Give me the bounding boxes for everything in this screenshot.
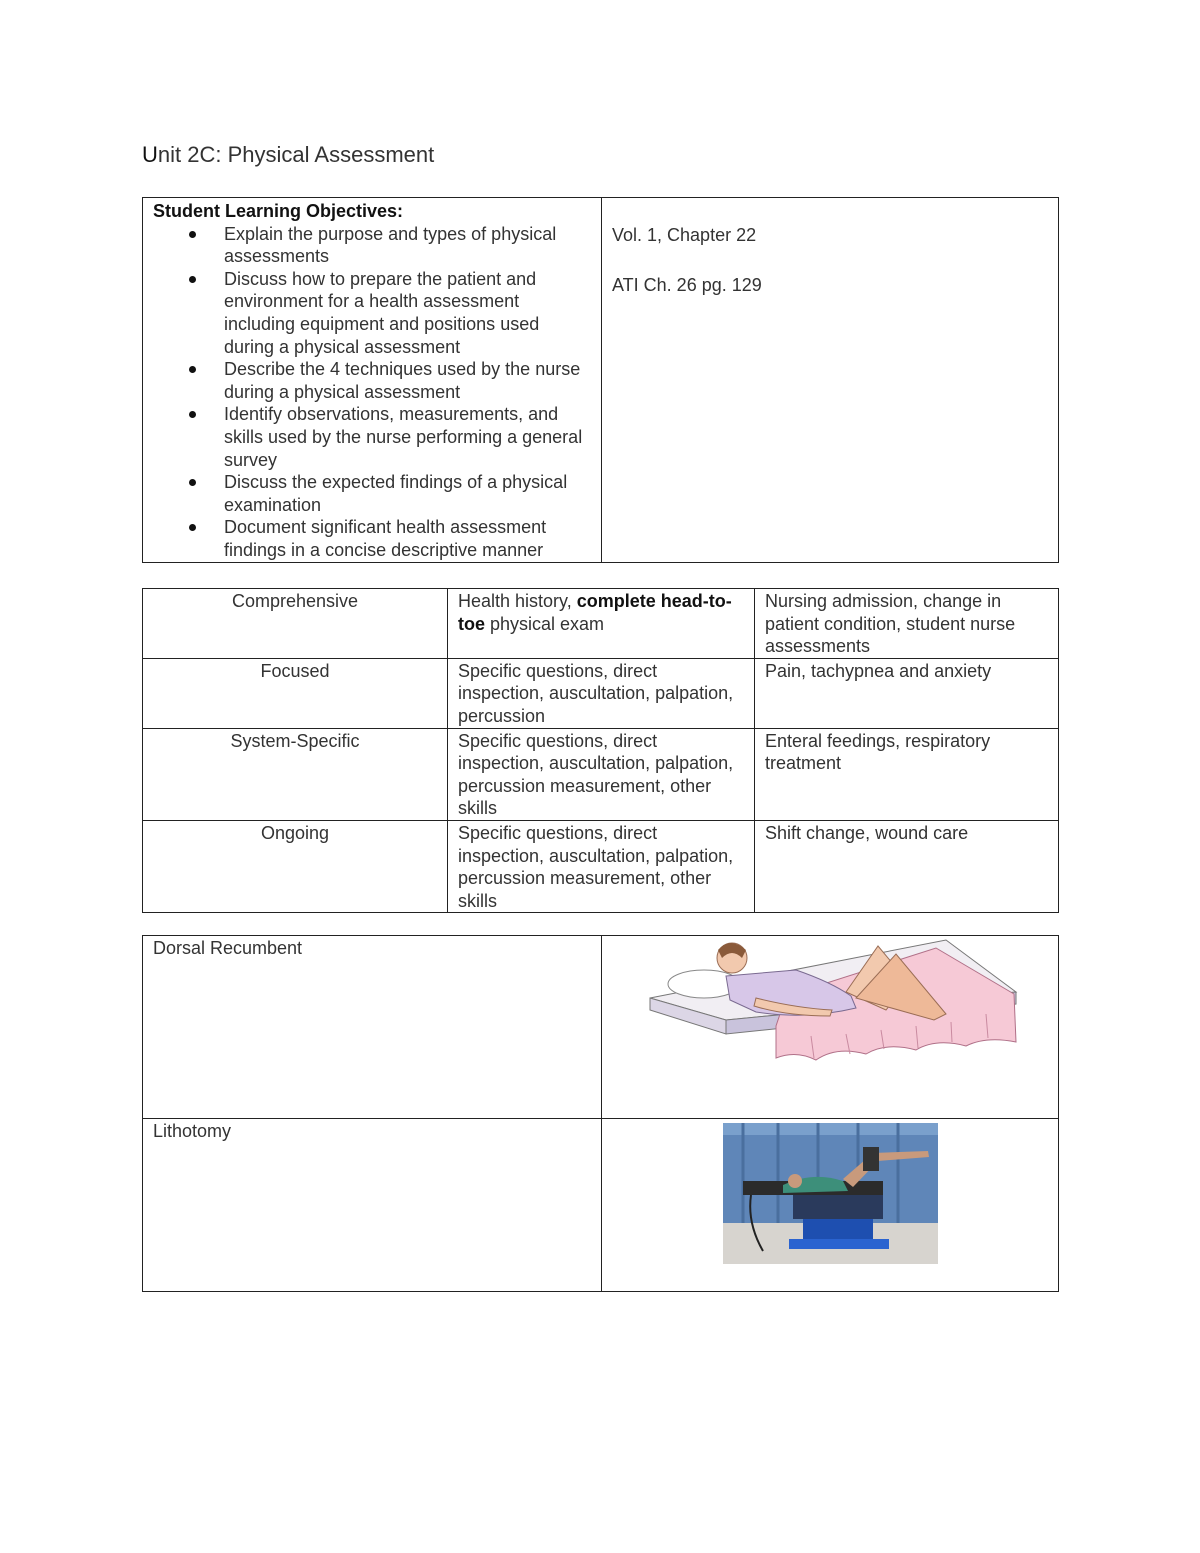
position-image-cell xyxy=(602,936,1059,1119)
assessment-technique: Health history, complete head-to-toe physical exam xyxy=(448,589,755,659)
assessment-type: Ongoing xyxy=(143,820,448,912)
objective-item: Explain the purpose and types of physical assessments xyxy=(153,223,591,268)
bullet-icon xyxy=(189,276,196,283)
bullet-icon xyxy=(189,524,196,531)
assessment-technique: Specific questions, direct inspection, auscultation, palpation, percussion measurement, other skills xyxy=(448,820,755,912)
assessment-examples: Pain, tachypnea and anxiety xyxy=(755,658,1059,728)
assessment-examples: Nursing admission, change in patient condition, student nurse assessments xyxy=(755,589,1059,659)
table-row xyxy=(143,820,1059,912)
objective-item: Discuss how to prepare the patient and environment for a health assessment including equipment and positions used during a physical assessment xyxy=(153,268,591,358)
assessment-technique: Specific questions, direct inspection, auscultation, palpation, percussion measurement, other skills xyxy=(448,728,755,820)
objectives-table xyxy=(142,197,1059,563)
position-image-cell xyxy=(602,1119,1059,1292)
lithotomy-photo xyxy=(723,1123,938,1264)
reference-text: Vol. 1, Chapter 22 xyxy=(612,225,757,245)
objective-item: Identify observations, measurements, and skills used by the nurse performing a general survey xyxy=(153,403,591,471)
bold-emphasis: complete head-to-toe xyxy=(458,591,732,634)
table-row xyxy=(143,589,1059,659)
assessment-type: Focused xyxy=(143,658,448,728)
dorsal-recumbent-illustration xyxy=(646,936,1021,1066)
bullet-icon xyxy=(189,231,196,238)
title-rest: nit 2C: Physical Assessment xyxy=(157,142,435,167)
table-row xyxy=(143,1119,1059,1292)
title-first-letter: U xyxy=(142,142,158,167)
objectives-heading: Student Learning Objectives: xyxy=(153,201,404,221)
position-name: Dorsal Recumbent xyxy=(143,936,602,1119)
page-title xyxy=(142,142,434,168)
reference-text: ATI Ch. 26 pg. 129 xyxy=(612,274,762,295)
bullet-icon xyxy=(189,479,196,486)
bullet-icon xyxy=(189,411,196,418)
assessment-technique: Specific questions, direct inspection, auscultation, palpation, percussion xyxy=(448,658,755,728)
bullet-icon xyxy=(189,366,196,373)
objective-item: Document significant health assessment findings in a concise descriptive manner xyxy=(153,516,591,561)
objectives-cell xyxy=(143,198,602,563)
positions-table xyxy=(142,935,1059,1292)
table-row xyxy=(143,728,1059,820)
position-name: Lithotomy xyxy=(143,1119,602,1292)
objectives-list xyxy=(153,223,591,562)
assessment-type: Comprehensive xyxy=(143,589,448,659)
assessment-examples: Shift change, wound care xyxy=(755,820,1059,912)
references-cell xyxy=(602,198,1059,563)
assessment-types-table xyxy=(142,588,1059,913)
assessment-type: System-Specific xyxy=(143,728,448,820)
objective-item: Discuss the expected findings of a physical examination xyxy=(153,471,591,516)
table-row xyxy=(143,658,1059,728)
objective-item: Describe the 4 techniques used by the nurse during a physical assessment xyxy=(153,358,591,403)
table-row xyxy=(143,936,1059,1119)
assessment-examples: Enteral feedings, respiratory treatment xyxy=(755,728,1059,820)
